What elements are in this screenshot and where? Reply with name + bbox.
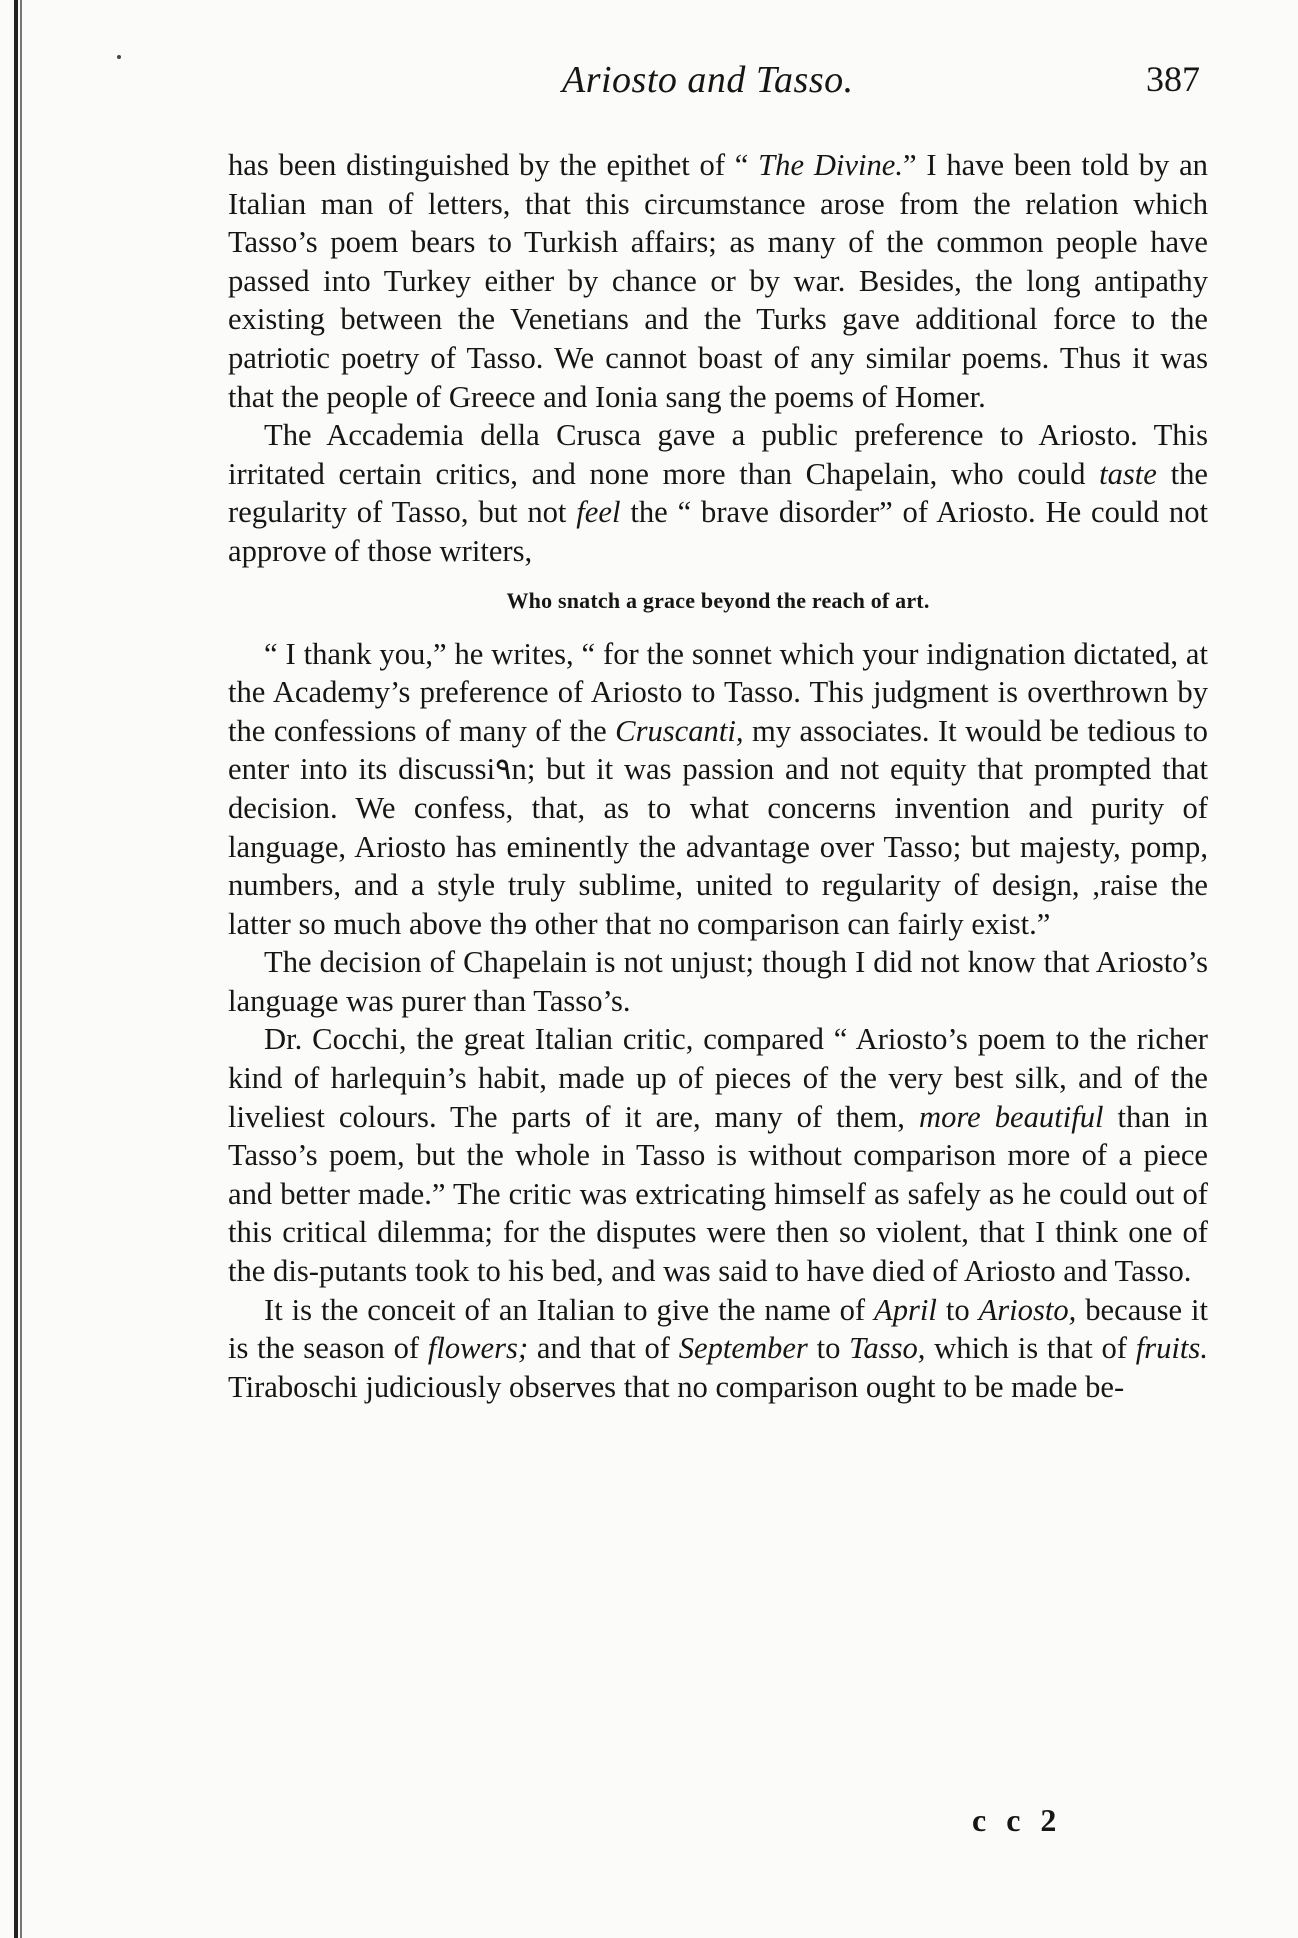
paragraph-5-italic-more-beautiful: more beautiful: [918, 1099, 1104, 1134]
paragraph-1-text-a: has been distinguished by the epithet of “: [228, 148, 759, 182]
paragraph-6-italic-september: September: [678, 1331, 808, 1366]
paragraph-6-text-k: which is that of: [925, 1331, 1136, 1366]
paragraph-2: [228, 416, 1208, 570]
paragraph-2-italic-taste: taste: [1099, 456, 1157, 491]
paragraph-5: [228, 1020, 1208, 1290]
paragraph-5-text-c: than in Tasso’s poem, but the whole in Tasso is without comparison more of a piece and better made.” The critic was extricating himself as safely as he could out of this critical dilemma; for the disputes were then so violent, that I think one of the dis‐putants took to his bed, and was said to have died of Ariosto and Tasso.: [228, 1099, 1208, 1289]
paragraph-2-text-c: the regularity of Tasso, but not: [228, 456, 1208, 530]
page-number: 387: [1146, 59, 1200, 99]
paragraph-2-italic-feel: feel: [576, 495, 621, 530]
verse-quotation: Who snatch a grace beyond the reach of art.: [506, 587, 930, 613]
paragraph-6-text-g: and that of: [528, 1331, 679, 1366]
paragraph-6: [228, 1291, 1208, 1407]
body-text: [228, 146, 1208, 1806]
paragraph-6-italic-ariosto: Ariosto,: [978, 1292, 1077, 1327]
paragraph-3: [228, 635, 1208, 944]
paragraph-3-text-c: my associates. It would be tedious to enter into its discussi٩n; but it was passion and not equity that prompted that decision. We confess, that, as to what concerns invention and purity of language, Ariosto has eminently the advantage over Tasso; but majesty, pomp, numbers, and a style truly sublime, united to regularity of design, ,raise the latter so much above thɘ other that no comparison can fairly exist.”: [228, 713, 1208, 941]
paragraph-6-italic-fruits: fruits.: [1135, 1331, 1208, 1366]
binding-edge-shadow-inner: [20, 0, 22, 1938]
paragraph-3-italic-cruscanti: Cruscanti,: [615, 713, 744, 748]
running-head: Ariosto and Tasso.: [562, 59, 854, 101]
paragraph-6-italic-april: April: [874, 1292, 937, 1327]
paragraph-6-text-m: Tiraboschi judiciously observes that no comparison ought to be made be-: [228, 1369, 1125, 1404]
paragraph-1: [228, 146, 1208, 416]
paragraph-5-text-a: Dr. Cocchi, the great Italian critic, compared “ Ariosto’s poem to the richer kind of harlequin’s habit, made up of pieces of the very best silk, and of the liveliest colours. The parts of it are, many of them,: [228, 1022, 1208, 1134]
paragraph-2-text-a: The Accademia della Crusca gave a public preference to Ariosto. This irritated certain critics, and none more than Chapelain, who could: [228, 418, 1208, 491]
paragraph-6-text-e: because it is the season of: [228, 1292, 1208, 1366]
paragraph-6-italic-flowers: flowers;: [427, 1331, 529, 1366]
paragraph-2-text-e: the “ brave disorder” of Ariosto. He could not approve of those writers,: [228, 495, 1208, 568]
paragraph-3-text-a: “ I thank you,” he writes, “ for the sonnet which your indignation dictated, at the Academy’s preference of Ariosto to Tasso. This judgment is overthrown by the confessions of many of the: [228, 636, 1208, 748]
paragraph-6-text-a: It is the conceit of an Italian to give the name of: [264, 1292, 875, 1327]
paragraph-6-text-c: to: [936, 1292, 979, 1327]
signature-mark: c c 2: [972, 1802, 1063, 1838]
binding-edge-shadow: [14, 0, 18, 1938]
paragraph-6-text-i: to: [807, 1331, 850, 1366]
paragraph-4: The decision of Chapelain is not unjust; though I did not know that Ariosto’s language was purer than Tasso’s.: [228, 945, 1208, 1018]
paragraph-1-text-c: ” I have been told by an Italian man of letters, that this circumstance arose from the relation which Tasso’s poem bears to Turkish affairs; as many of the common people have passed into Turkey either by chance or by war. Besides, the long antipathy existing between the Venetians and the Turks gave additional force to the patriotic poetry of Tasso. We cannot boast of any similar poems. Thus it was that the people of Greece and Ionia sang the poems of Homer.: [228, 148, 1208, 414]
page-header: [0, 58, 1298, 110]
paragraph-6-italic-tasso: Tasso,: [849, 1331, 926, 1366]
paragraph-1-italic-the-divine: The Divine.: [758, 148, 904, 182]
